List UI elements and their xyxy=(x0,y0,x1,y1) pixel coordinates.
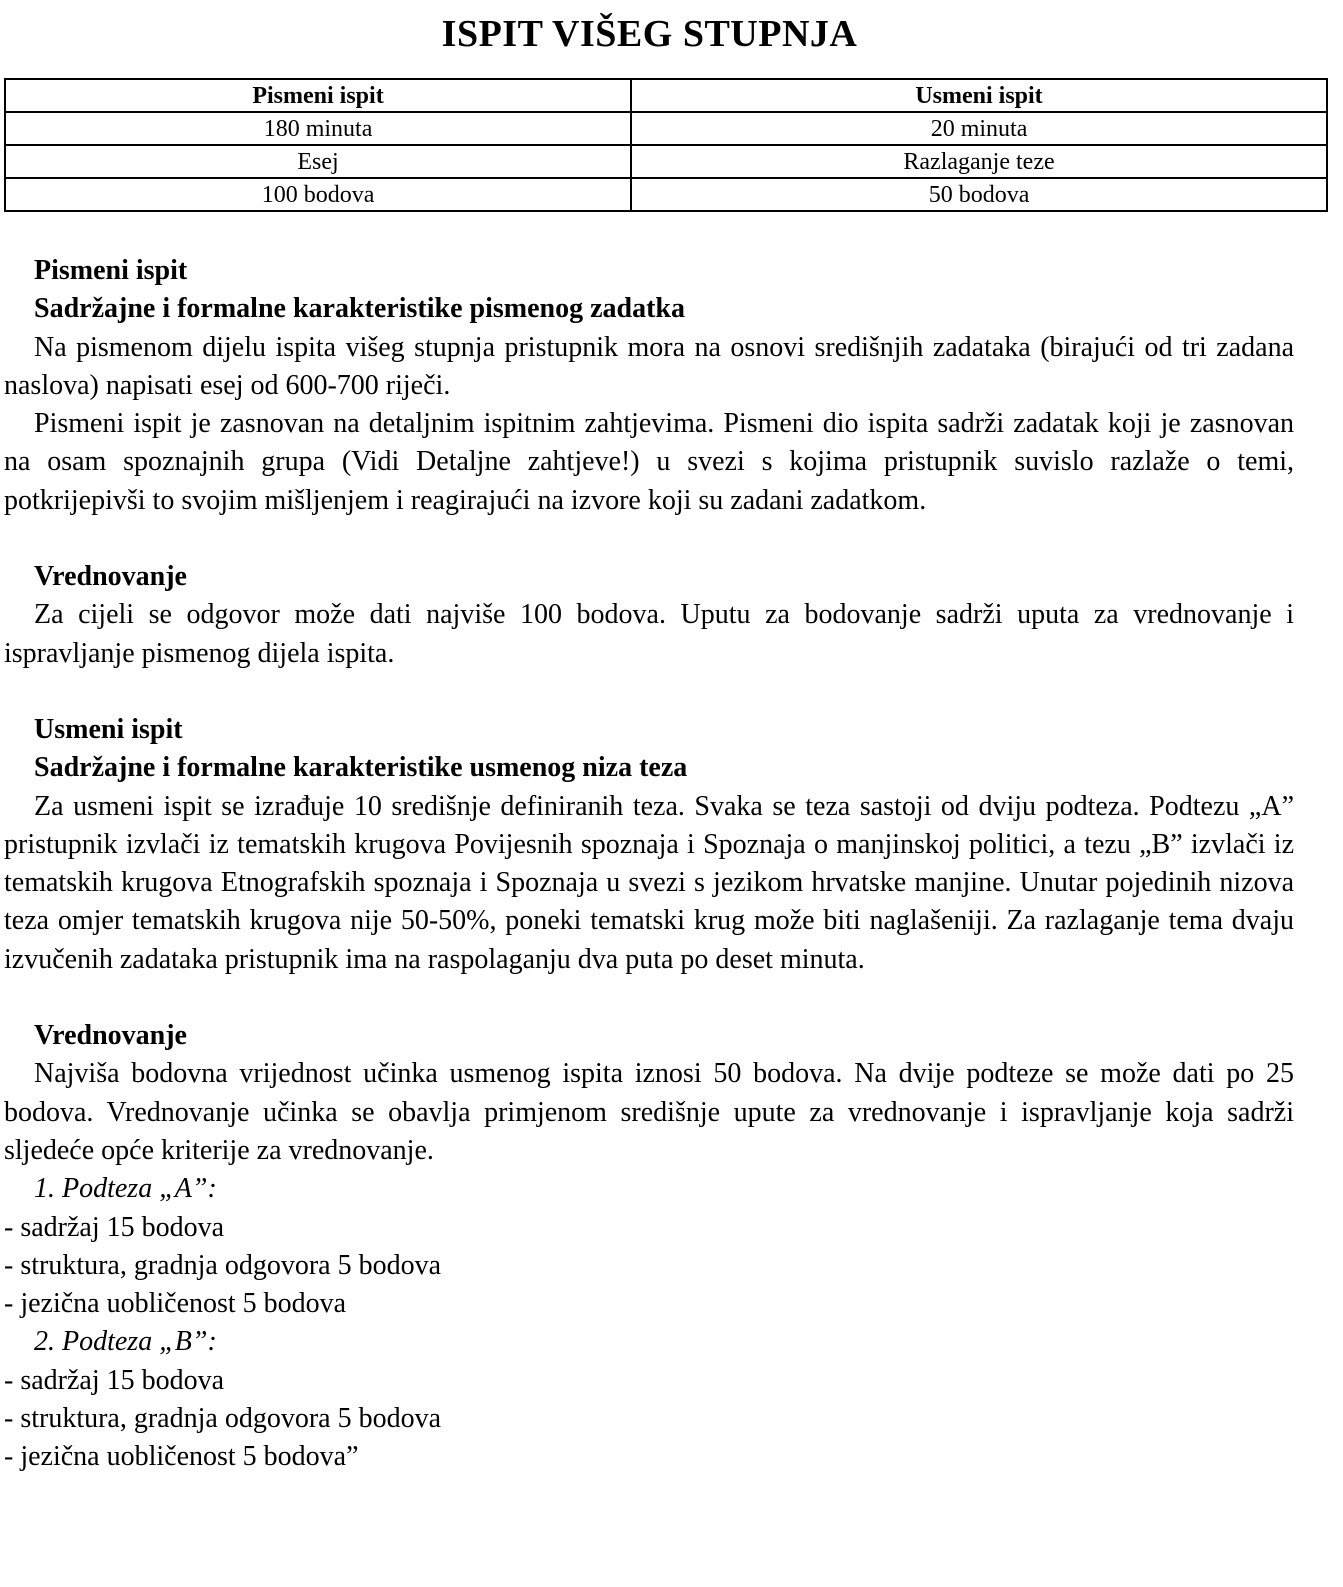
section-heading-oral: Usmeni ispit xyxy=(34,713,183,745)
paragraph: Za usmeni ispit se izrađuje 10 središnje definiranih teza. Svaka se teza sastoji od dviju podteza. Podtezu „A” pristupnik izvlači iz tematskih krugova Povijesnih spoznaja i Spoznaja o manjinskoj politici, a tezu „B” izvlači iz tematskih krugova Etnografskih spoznaja i Spoznaja u svezi s jezikom hrvatske manjine. Unutar pojedinih nizova teza omjer tematskih krugova nije 50-50%, poneki tematski krug može biti naglašeniji. Za razlaganje tema dvaju izvučenih zadataka pristupnik ima na raspolaganju dva puta po deset minuta. xyxy=(4,790,1294,975)
section-heading-oral-evaluation: Vrednovanje xyxy=(34,1020,187,1052)
document-body xyxy=(4,252,1294,1477)
table-cell: 100 bodova xyxy=(5,178,631,211)
exam-overview-table xyxy=(4,78,1328,212)
paragraph: Najviša bodovna vrijednost učinka usmenog ispita iznosi 50 bodova. Na dvije podteze se može dati po 25 bodova. Vrednovanje učinka se obavlja primjenom središnje upute za vrednovanje i ispravljanje koja sadrži sljedeće opće kriterije za vrednovanje. xyxy=(4,1058,1294,1166)
section-heading-written: Pismeni ispit xyxy=(34,255,188,286)
document-title: ISPIT VIŠEG STUPNJA xyxy=(441,13,858,55)
table-cell: 20 minuta xyxy=(631,112,1327,145)
table-row xyxy=(5,112,1327,145)
table-cell: 50 bodova xyxy=(631,178,1327,211)
list-item: - sadržaj 15 bodova xyxy=(4,1211,225,1243)
paragraph: Pismeni ispit je zasnovan na detaljnim ispitnim zahtjevima. Pismeni dio ispita sadrži zadatak koji je zasnovan na osam spoznajnih grupa (Vidi Detaljne zahtjeve!) u svezi s kojima pristupnik suvislo razlaže o temi, potkrijepivši to svojim mišljenjem i reagirajući na izvore koji su zadani zadatkom. xyxy=(4,408,1294,516)
table-header-written: Pismeni ispit xyxy=(5,79,631,112)
paragraph: Na pismenom dijelu ispita višeg stupnja pristupnik mora na osnovi središnjih zadataka (birajući od tri zadana naslova) napisati esej od 600-700 riječi. xyxy=(4,331,1294,401)
section-heading-written-evaluation: Vrednovanje xyxy=(34,561,187,593)
table-cell: Razlaganje teze xyxy=(631,145,1327,178)
list-item: - struktura, gradnja odgovora 5 bodova xyxy=(4,1403,441,1435)
paragraph: Za cijeli se odgovor može dati najviše 100 bodova. Uputu za bodovanje sadrži uputa za vrednovanje i ispravljanje pismenog dijela ispita. xyxy=(4,599,1294,669)
list-item: - sadržaj 15 bodova xyxy=(4,1364,225,1396)
table-cell: 180 minuta xyxy=(5,112,631,145)
table-row xyxy=(5,178,1327,211)
list-item: - jezična uobličenost 5 bodova” xyxy=(4,1441,359,1473)
list-item: - jezična uobličenost 5 bodova xyxy=(4,1288,347,1320)
table-cell: Esej xyxy=(5,145,631,178)
subthesis-title: 2. Podteza „B”: xyxy=(34,1326,217,1358)
list-item: - struktura, gradnja odgovora 5 bodova xyxy=(4,1249,441,1281)
section-subheading-oral: Sadržajne i formalne karakteristike usmenog niza teza xyxy=(34,752,688,784)
section-subheading-written: Sadržajne i formalne karakteristike pismenog zadatka xyxy=(34,293,685,325)
table-header-row xyxy=(5,79,1327,112)
table-row xyxy=(5,145,1327,178)
subthesis-title: 1. Podteza „A”: xyxy=(34,1173,217,1205)
table-header-oral: Usmeni ispit xyxy=(631,79,1327,112)
